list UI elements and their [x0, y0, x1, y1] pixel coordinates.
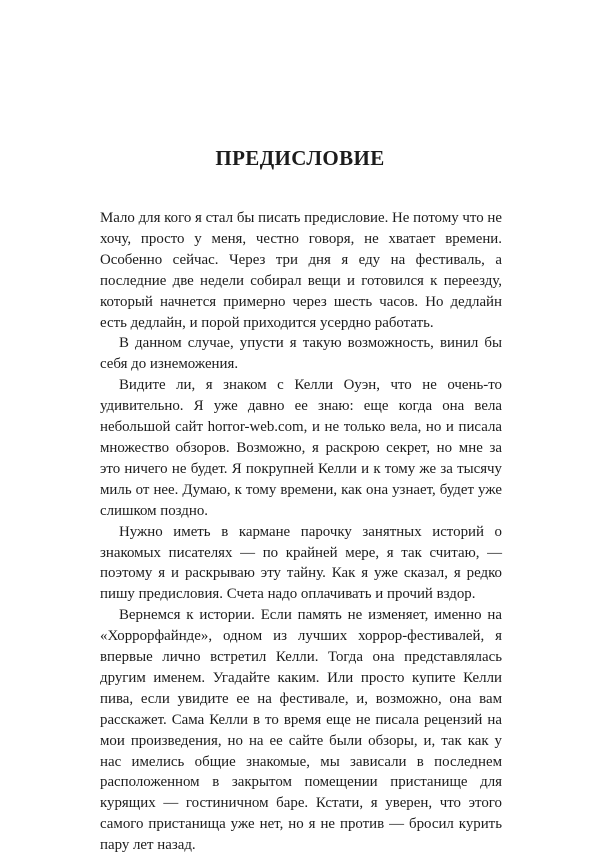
paragraph: Видите ли, я знаком с Келли Оуэн, что не очень-то удивительно. Я уже давно ее знаю: еще когда она вела небольшой сайт horror-web.com, и не только вела, но и писала множество обзоров. Возможно, я раскрою секрет, но мне за это ничего не будет. Я покрупней Келли и к тому же за тысячу миль от нее. Думаю, к тому времени, как она узнает, будет уже слишком поздно.: [100, 377, 502, 519]
chapter-title: ПРЕДИСЛОВИЕ: [215, 146, 385, 170]
paragraph: Вернемся к истории. Если память не изменяет, именно на «Хоррорфайнде», одном из лучших хоррор-фестивалей, я впервые лично встретил Келли. Тогда она представлялась другим именем. Угадайте каким. Или просто купите Келли пива, если увидите ее на фестивале, и, возможно, она вам расскажет. Сама Келли в то время еще не писала рецензий на мои произведения, но на ее сайте были обзоры, и, так как у нас имелись общие знакомые, мы зависали в последнем расположенном в закрытом помещении пристанище для курящих — гостиничном баре. Кстати, я уверен, что этого самого пристанища уже нет, но я не против — бросил курить пару лет назад.: [100, 607, 502, 854]
body-text: [100, 208, 502, 856]
paragraph: Нужно иметь в кармане парочку занятных историй о знакомых писателях — по крайней мере, я так считаю, — поэтому я и раскрываю эту тайну. Как я уже сказал, я редко пишу предисловия. Счета надо оплачивать и прочий вздор.: [100, 523, 502, 603]
paragraph: Мало для кого я стал бы писать предисловие. Не потому что не хочу, просто у меня, честно говоря, не хватает времени. Особенно сейчас. Через три дня я еду на фестиваль, а последние две недели собирал вещи и готовился к переезду, который начнется примерно через шесть часов. Но дедлайн есть дедлайн, и порой приходится усердно работать.: [100, 210, 502, 331]
paragraph: В данном случае, упусти я такую возможность, винил бы себя до изнеможения.: [100, 335, 502, 373]
